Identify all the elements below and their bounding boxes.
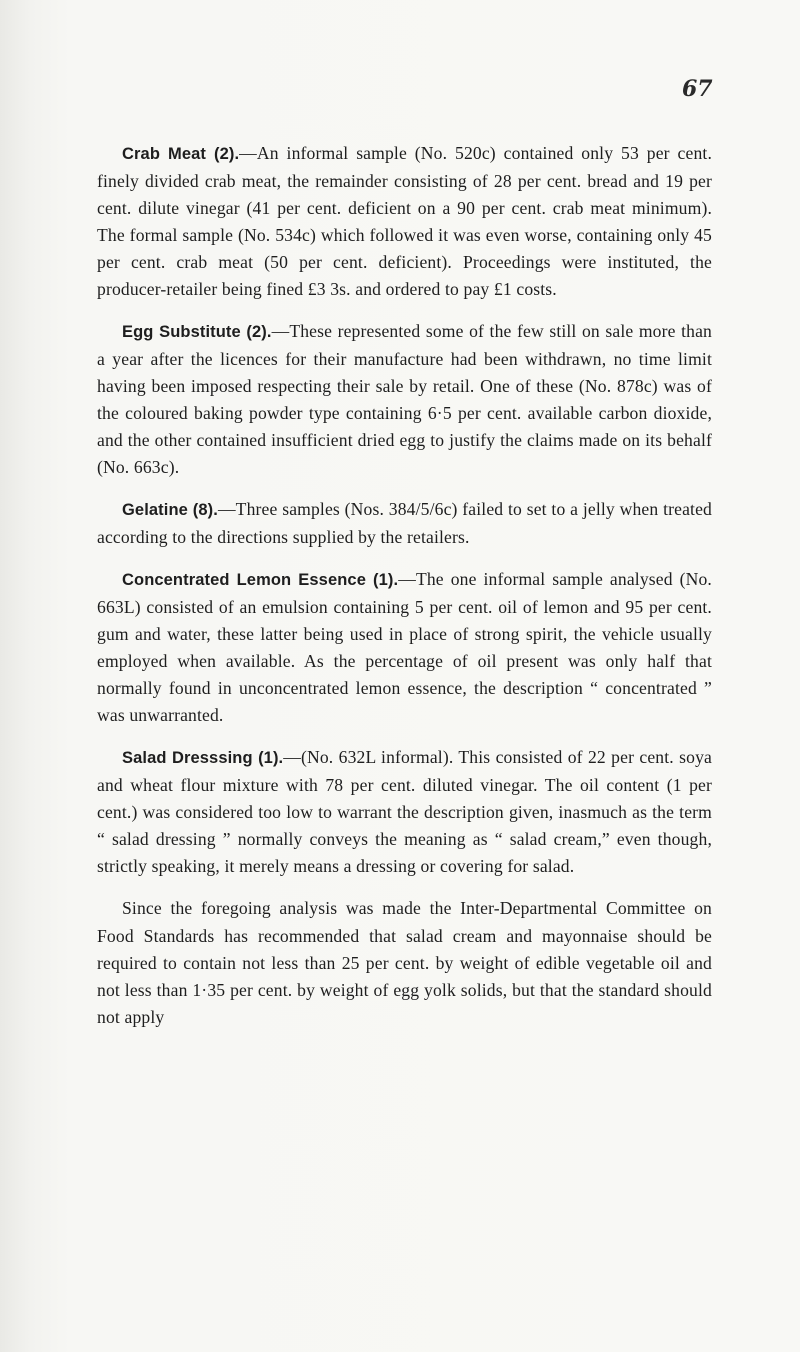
body-text: [97, 140, 712, 1046]
text-gelatine: —Three samples (Nos. 384/5/6c) failed to set to a jelly when treated according to the directions supplied by the retailers.: [97, 499, 712, 547]
text-lemon-essence: —The one informal sample analysed (No. 663L) consisted of an emulsion containing 5 per cent. oil of lemon and 95 per cent. gum and water, these latter being used in place of strong spirit, the vehicle usually employed when available. As the percentage of oil present was only half that normally found in unconcentrated lemon essence, the description “ concentrated ” was unwarranted.: [97, 569, 712, 725]
heading-gelatine: Gelatine (8).: [122, 501, 218, 519]
text-committee: Since the foregoing analysis was made the Inter-Departmental Committee on Food Standards has recommended that salad cream and mayonnaise should be required to contain not less than 25 per cent. by weight of edible vegetable oil and not less than 1·35 per cent. by weight of egg yolk solids, but that the standard should not apply: [97, 898, 712, 1027]
heading-crab-meat: Crab Meat (2).: [122, 145, 240, 163]
page-number: 67: [682, 76, 713, 102]
text-crab-meat: —An informal sample (No. 520c) contained only 53 per cent. finely divided crab meat, the remainder consisting of 28 per cent. bread and 19 per cent. dilute vinegar (41 per cent. deficient on a 90 per cent. crab meat minimum). The formal sample (No. 534c) which followed it was even worse, containing only 45 per cent. crab meat (50 per cent. deficient). Proceedings were instituted, the producer-retailer being fined £3 3s. and ordered to pay £1 costs.: [97, 143, 712, 299]
paragraph-salad-dressing: [97, 744, 712, 880]
paragraph-committee: [97, 895, 712, 1031]
paragraph-egg-substitute: [97, 318, 712, 481]
paragraph-lemon-essence: [97, 566, 712, 729]
heading-salad-dressing: Salad Dresssing (1).: [122, 749, 284, 767]
heading-egg-substitute: Egg Substitute (2).: [122, 323, 272, 341]
paragraph-crab-meat: [97, 140, 712, 303]
text-salad-dressing: —(No. 632L informal). This consisted of 22 per cent. soya and wheat flour mixture with 78 per cent. diluted vinegar. The oil content (1 per cent.) was considered too low to warrant the description given, inasmuch as the term “ salad dressing ” normally conveys the meaning as “ salad cream,” even though, strictly speaking, it merely means a dressing or covering for salad.: [97, 747, 712, 876]
heading-lemon-essence: Concentrated Lemon Essence (1).: [122, 571, 399, 589]
paragraph-gelatine: [97, 496, 712, 551]
text-egg-substitute: —These represented some of the few still on sale more than a year after the licences for their manufacture had been withdrawn, no time limit having been imposed respecting their sale by retail. One of these (No. 878c) was of the coloured baking powder type containing 6·5 per cent. available carbon dioxide, and the other contained insufficient dried egg to justify the claims made on its behalf (No. 663c).: [97, 321, 712, 477]
